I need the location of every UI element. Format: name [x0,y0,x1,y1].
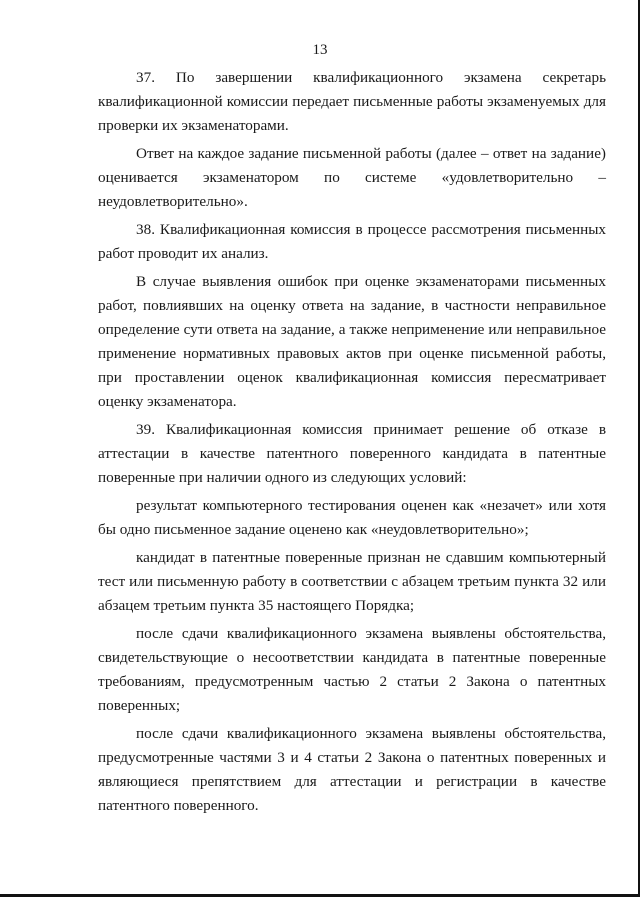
condition-nonconformity: после сдачи квалификационного экзамена выявлены обстоятельства, свидетельствующие о несоответствии кандидата в патентные поверенные требованиям, предусмотренным частью 2 статьи 2 Закона о патентных поверенных; [98,625,606,714]
paragraph-39: 39. Квалификационная комиссия принимает решение об отказе в аттестации в качестве патентного поверенного кандидата в патентные поверенные при наличии одного из следующих условий: [98,421,606,486]
paragraph-38: 38. Квалификационная комиссия в процессе рассмотрения письменных работ проводит их анализ. [98,221,606,262]
paragraph-error-review: В случае выявления ошибок при оценке экзаменаторами письменных работ, повлиявших на оценку ответа на задание, в частности неправильное определение сути ответа на задание, а также неприменение или неправильное применение нормативных правовых актов при оценке письменной работы, при проставлении оценок квалификационная комиссия пересматривает оценку экзаменатора. [98,273,606,410]
paragraph-answer-evaluation: Ответ на каждое задание письменной работы (далее – ответ на задание) оценивается экзаменатором по системе «удовлетворительно – неудовлетворительно». [98,145,606,210]
condition-obstacles: после сдачи квалификационного экзамена выявлены обстоятельства, предусмотренные частями 3 и 4 статьи 2 Закона о патентных поверенных и являющиеся препятствием для аттестации и регистрации в качестве патентного поверенного. [98,725,606,814]
page-number: 13 [312,42,328,58]
document-body [98,66,606,818]
condition-not-passed: кандидат в патентные поверенные признан не сдавшим компьютерный тест или письменную работу в соответствии с абзацем третьим пункта 32 или абзацем третьим пункта 35 настоящего Порядка; [98,549,606,614]
paragraph-37: 37. По завершении квалификационного экзамена секретарь квалификационной комиссии передает письменные работы экзаменуемых для проверки их экзаменаторами. [98,69,606,134]
condition-test-failed: результат компьютерного тестирования оценен как «незачет» или хотя бы одно письменное задание оценено как «неудовлетворительно»; [98,497,606,538]
